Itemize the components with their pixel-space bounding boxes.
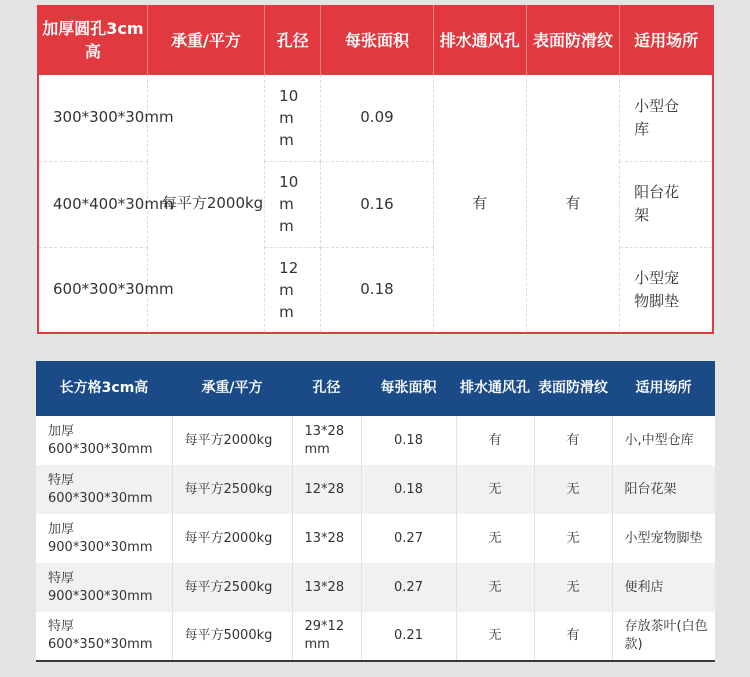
- place-cell: 小型宠物脚垫: [620, 247, 713, 333]
- header-anti-slip: 表面防滑纹: [526, 5, 619, 75]
- table-row: [36, 416, 715, 465]
- place-cell: 小型仓库: [620, 75, 713, 161]
- table-row: [36, 563, 715, 612]
- anti-slip-cell: 有: [534, 612, 612, 661]
- area-cell: 0.16: [321, 161, 433, 247]
- place-cell: 便利店: [612, 563, 715, 612]
- table-row: [38, 75, 713, 161]
- drainage-cell: 无: [456, 465, 534, 514]
- size-cell: 300*300*30mm: [38, 75, 147, 161]
- load-cell: 每平方2000kg: [147, 75, 264, 333]
- area-cell: 0.09: [321, 75, 433, 161]
- table-row: [36, 612, 715, 661]
- header-hole: 孔径: [292, 361, 361, 416]
- anti-slip-cell: 无: [534, 563, 612, 612]
- table-row: [36, 465, 715, 514]
- anti-slip-cell: 有: [526, 75, 619, 333]
- anti-slip-cell: 有: [534, 416, 612, 465]
- drainage-cell: 无: [456, 563, 534, 612]
- hole-cell: 12*28: [292, 465, 361, 514]
- area-cell: 0.18: [361, 416, 456, 465]
- area-cell: 0.27: [361, 563, 456, 612]
- drainage-cell: 无: [456, 612, 534, 661]
- header-hole: 孔径: [265, 5, 321, 75]
- drainage-cell: 有: [433, 75, 526, 333]
- header-load: 承重/平方: [172, 361, 292, 416]
- header-area: 每张面积: [361, 361, 456, 416]
- anti-slip-cell: 无: [534, 465, 612, 514]
- header-load: 承重/平方: [147, 5, 264, 75]
- round-hole-spec-table: [37, 5, 714, 334]
- spec-cell: 特厚 600*300*30mm: [36, 465, 172, 514]
- place-cell: 小,中型仓库: [612, 416, 715, 465]
- area-cell: 0.21: [361, 612, 456, 661]
- drainage-cell: 无: [456, 514, 534, 563]
- place-cell: 小型宠物脚垫: [612, 514, 715, 563]
- spec-cell: 特厚 900*300*30mm: [36, 563, 172, 612]
- hole-cell: 29*12 mm: [292, 612, 361, 661]
- load-cell: 每平方5000kg: [172, 612, 292, 661]
- load-cell: 每平方2500kg: [172, 465, 292, 514]
- header-drainage: 排水通风孔: [433, 5, 526, 75]
- anti-slip-cell: 无: [534, 514, 612, 563]
- table-header-row: [38, 5, 713, 75]
- place-cell: 存放茶叶(白色款): [612, 612, 715, 661]
- load-cell: 每平方2000kg: [172, 514, 292, 563]
- load-cell: 每平方2000kg: [172, 416, 292, 465]
- header-anti-slip: 表面防滑纹: [534, 361, 612, 416]
- header-product: 加厚圆孔3cm高: [38, 5, 147, 75]
- area-cell: 0.18: [361, 465, 456, 514]
- hole-cell: 10mm: [265, 161, 321, 247]
- hole-cell: 10mm: [265, 75, 321, 161]
- drainage-cell: 有: [456, 416, 534, 465]
- area-cell: 0.27: [361, 514, 456, 563]
- load-cell: 每平方2500kg: [172, 563, 292, 612]
- header-drainage: 排水通风孔: [456, 361, 534, 416]
- header-place: 适用场所: [620, 5, 713, 75]
- rectangular-grid-spec-table: [36, 361, 715, 662]
- size-cell: 400*400*30mm: [38, 161, 147, 247]
- area-cell: 0.18: [321, 247, 433, 333]
- spec-cell: 加厚 900*300*30mm: [36, 514, 172, 563]
- size-cell: 600*300*30mm: [38, 247, 147, 333]
- header-place: 适用场所: [612, 361, 715, 416]
- hole-cell: 13*28 mm: [292, 416, 361, 465]
- table-header-row: [36, 361, 715, 416]
- header-product: 长方格3cm高: [36, 361, 172, 416]
- hole-cell: 12mm: [265, 247, 321, 333]
- table-row: [36, 514, 715, 563]
- hole-cell: 13*28: [292, 563, 361, 612]
- place-cell: 阳台花架: [620, 161, 713, 247]
- spec-cell: 特厚 600*350*30mm: [36, 612, 172, 661]
- spec-cell: 加厚 600*300*30mm: [36, 416, 172, 465]
- header-area: 每张面积: [321, 5, 433, 75]
- hole-cell: 13*28: [292, 514, 361, 563]
- place-cell: 阳台花架: [612, 465, 715, 514]
